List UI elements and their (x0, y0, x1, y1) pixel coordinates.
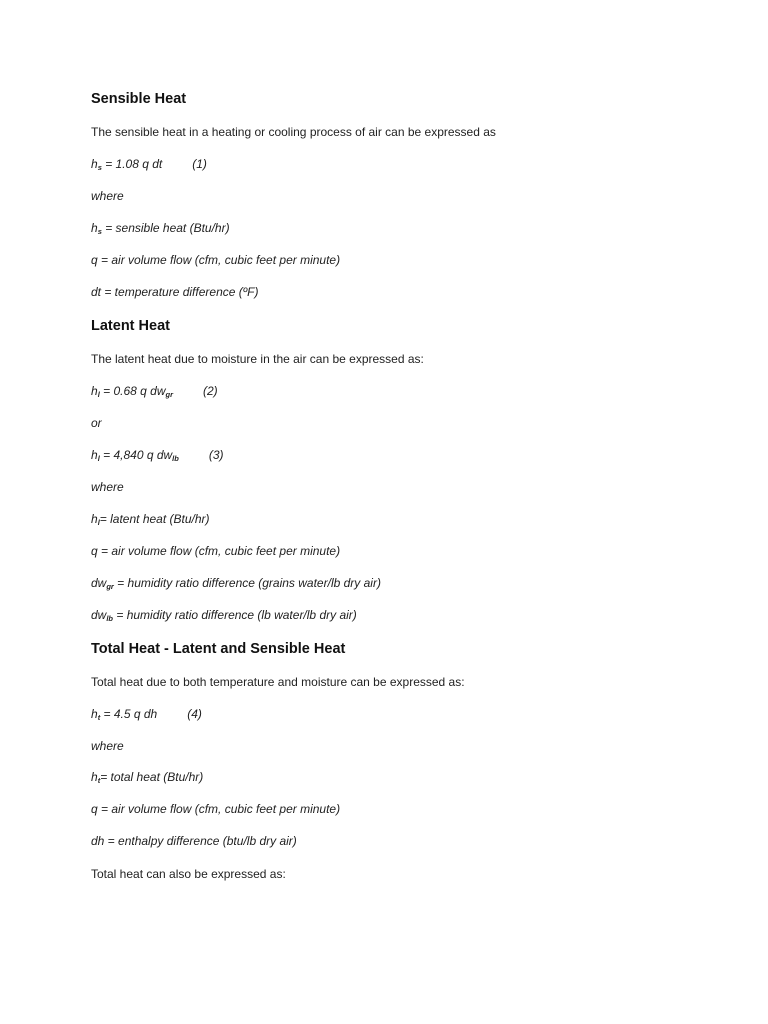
definition-dt: dt = temperature difference (ºF) (91, 285, 259, 299)
definition-dh: dh = enthalpy difference (btu/lb dry air) (91, 834, 297, 848)
equation-4-symbol: h (91, 707, 98, 721)
definition-hs-subscript: s (97, 227, 102, 236)
equation-3-number: (3) (208, 448, 224, 462)
sensible-where-label: where (91, 189, 124, 203)
equation-4 (91, 708, 202, 720)
equation-4-number: (4) (187, 707, 202, 721)
definition-dwgr-text: = humidity ratio difference (grains water/lb dry air) (113, 576, 381, 590)
definition-dwgr (91, 577, 381, 589)
equation-2-rhs-subscript: gr (165, 390, 173, 399)
equation-2-symbol: h (91, 384, 98, 398)
definition-ht-symbol: h (91, 770, 98, 784)
equation-2-rhs: = 0.68 q dw (99, 384, 166, 398)
section-heading-total-heat: Total Heat - Latent and Sensible Heat (91, 641, 346, 657)
latent-heat-intro: The latent heat due to moisture in the air can be expressed as: (91, 352, 424, 366)
definition-hs-text: = sensible heat (Btu/hr) (101, 221, 230, 235)
definition-hl (91, 513, 210, 525)
definition-ht (91, 771, 203, 783)
equation-3-rhs-subscript: lb (172, 454, 179, 463)
equation-4-subscript: t (97, 713, 101, 722)
definition-dwlb-text: = humidity ratio difference (lb water/lb dry air) (113, 608, 357, 622)
total-where-label: where (91, 739, 124, 753)
definition-q-latent: q = air volume flow (cfm, cubic feet per minute) (91, 544, 341, 558)
definition-hl-symbol: h (91, 512, 98, 526)
equation-1-number: (1) (192, 157, 207, 171)
equation-2 (91, 385, 218, 397)
definition-dwgr-subscript: gr (106, 582, 114, 591)
equation-2-subscript: l (97, 390, 100, 399)
definition-q-sensible: q = air volume flow (cfm, cubic feet per minute) (91, 253, 341, 267)
section-heading-sensible-heat: Sensible Heat (91, 91, 187, 107)
definition-hl-subscript: l (97, 518, 100, 527)
latent-where-label: where (91, 480, 124, 494)
equation-1 (91, 158, 207, 170)
definition-dwlb-symbol: dw (91, 608, 107, 622)
equation-1-rhs: = 1.08 q dt (101, 157, 163, 171)
equation-3-rhs: = 4,840 q dw (99, 448, 173, 462)
definition-dwlb-subscript: lb (106, 614, 114, 623)
equation-3-symbol: h (91, 448, 98, 462)
equation-3 (91, 449, 224, 461)
section-heading-latent-heat: Latent Heat (91, 318, 170, 334)
definition-dwgr-symbol: dw (91, 576, 107, 590)
equation-4-rhs: = 4.5 q dh (100, 707, 158, 721)
equation-1-symbol: h (91, 157, 98, 171)
sensible-heat-intro: The sensible heat in a heating or cooling process of air can be expressed as (91, 125, 496, 139)
definition-ht-text: = total heat (Btu/hr) (100, 770, 204, 784)
definition-hs-symbol: h (91, 221, 98, 235)
definition-hl-text: = latent heat (Btu/hr) (99, 512, 210, 526)
definition-hs (91, 222, 230, 234)
definition-q-total: q = air volume flow (cfm, cubic feet per minute) (91, 802, 341, 816)
latent-or-label: or (91, 416, 102, 430)
definition-dwlb (91, 609, 357, 621)
equation-1-subscript: s (97, 163, 102, 172)
total-heat-intro: Total heat due to both temperature and moisture can be expressed as: (91, 675, 465, 689)
definition-ht-subscript: t (97, 776, 101, 785)
equation-3-subscript: l (97, 454, 100, 463)
equation-2-number: (2) (203, 384, 218, 398)
total-heat-outro: Total heat can also be expressed as: (91, 867, 286, 881)
